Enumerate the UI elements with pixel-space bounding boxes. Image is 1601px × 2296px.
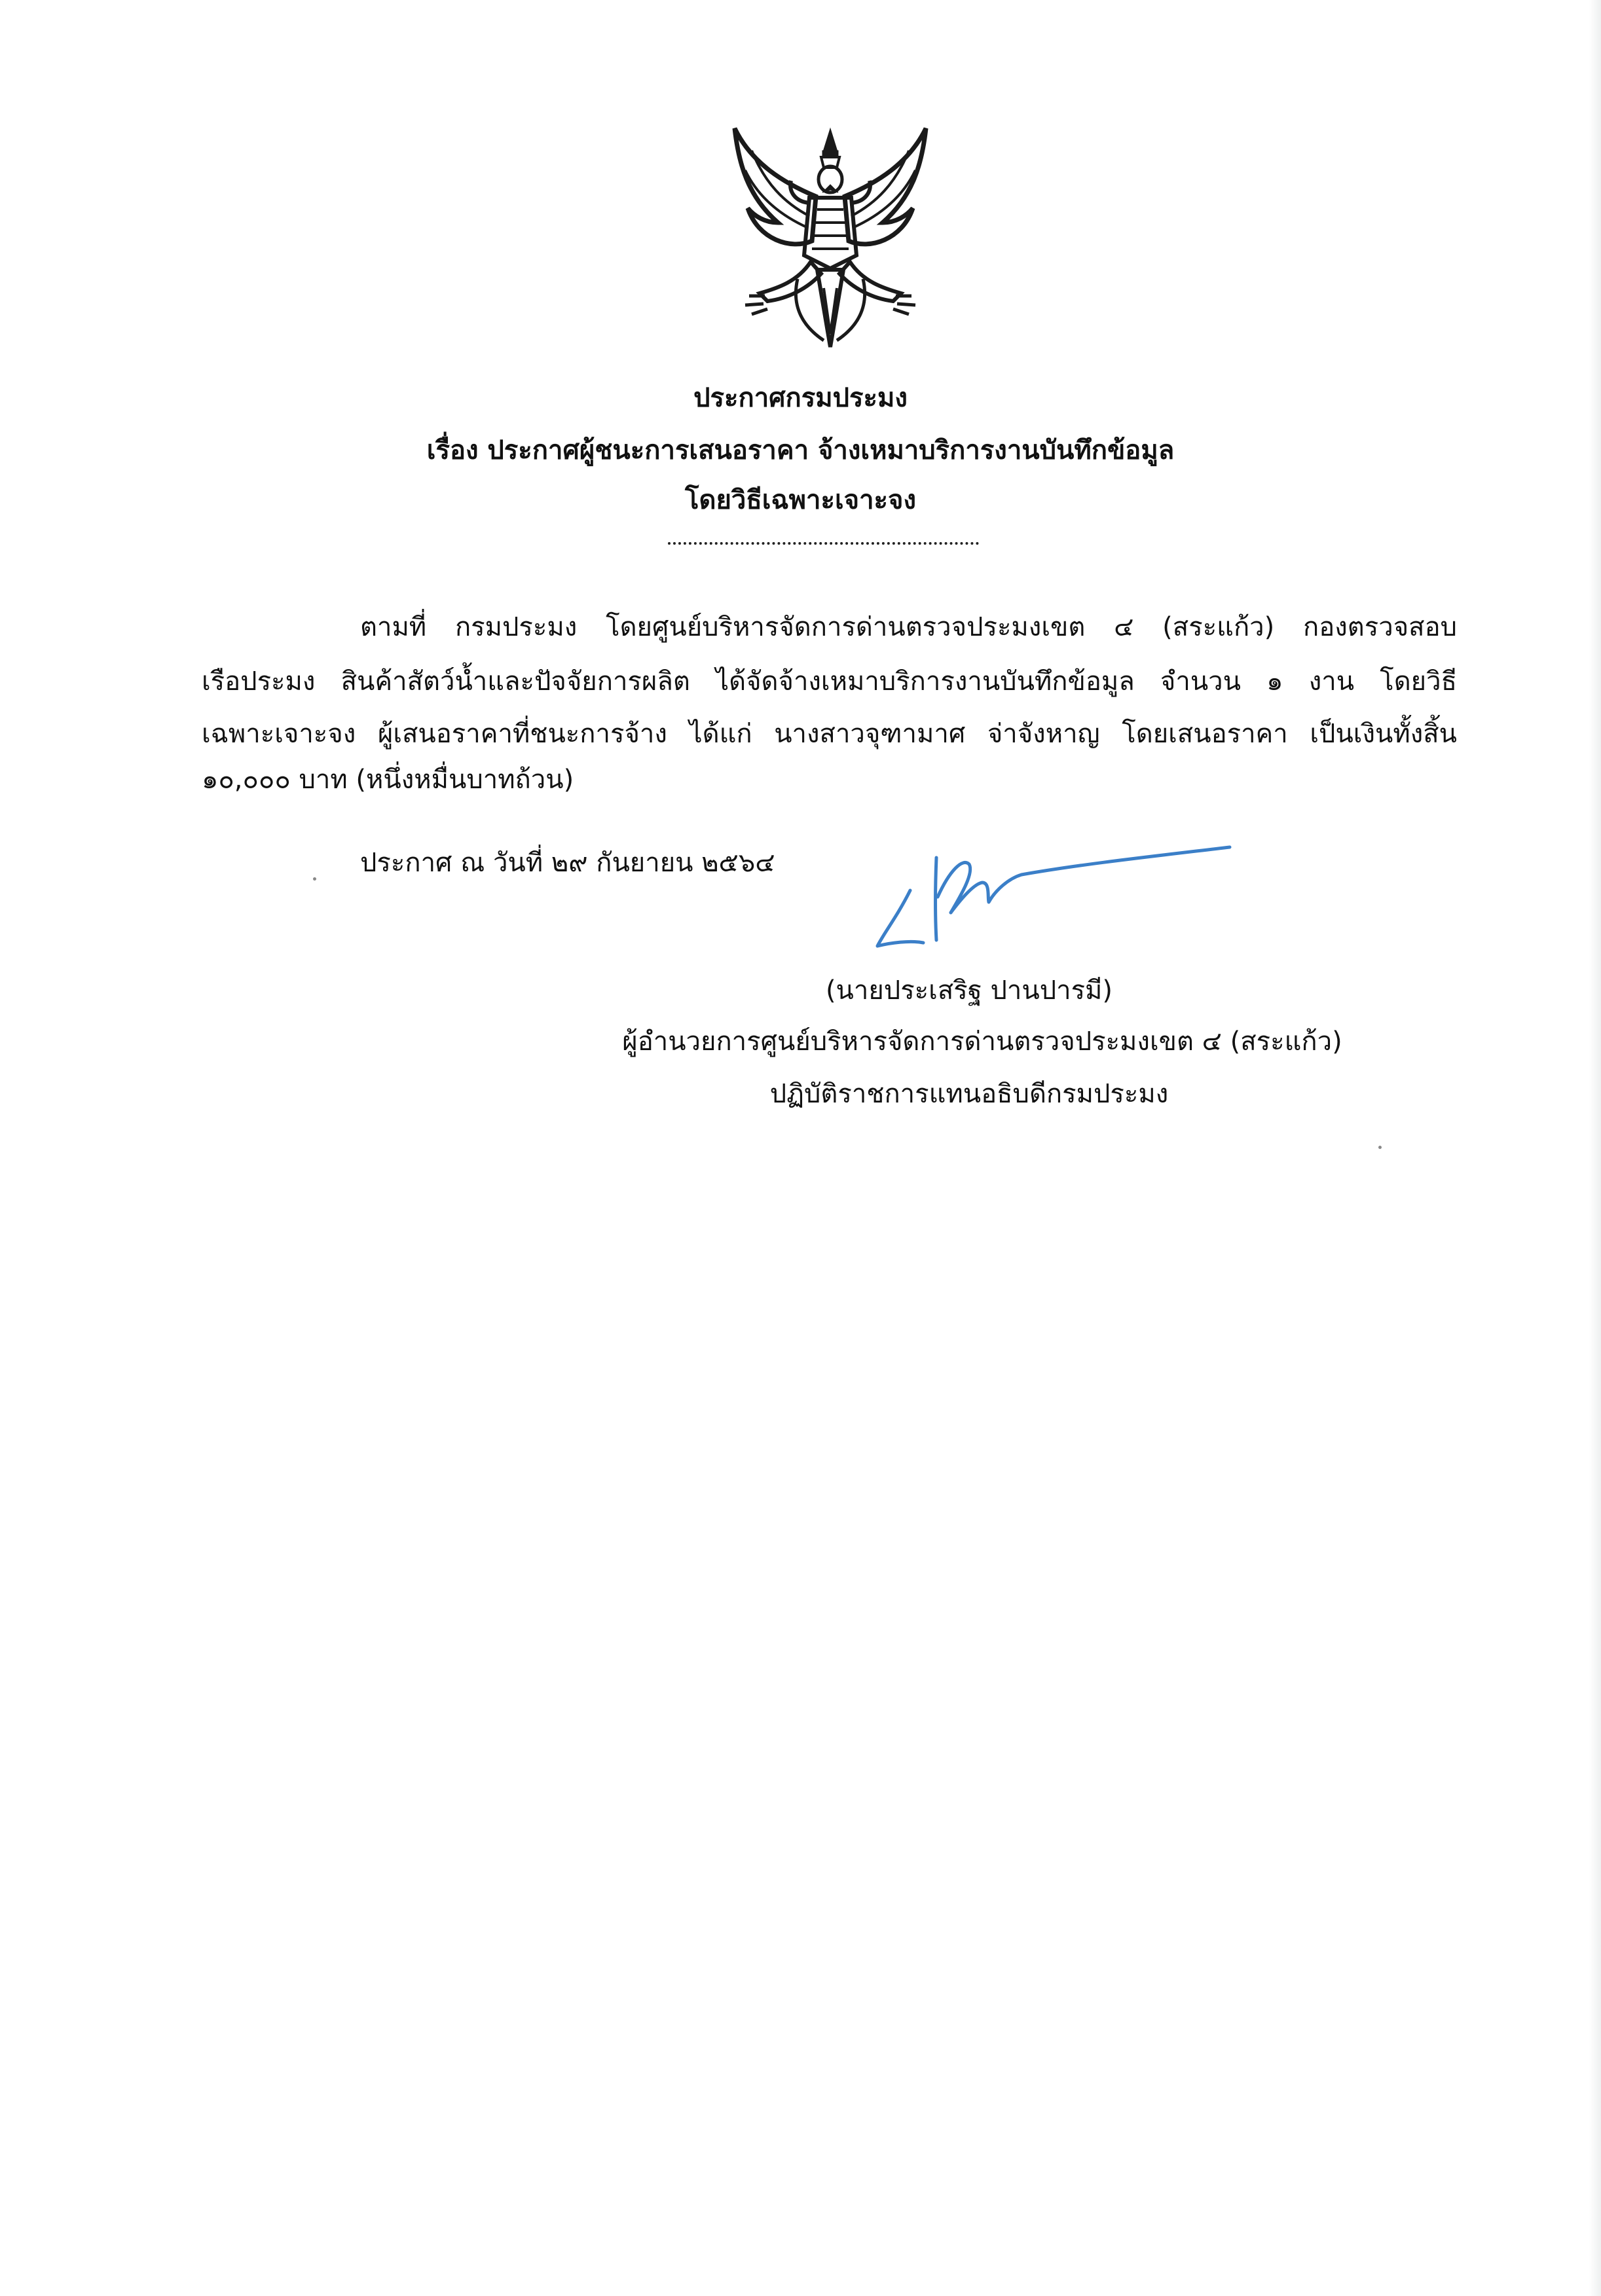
announcement-date: ประกาศ ณ วันที่ ๒๙ กันยายน ๒๕๖๔: [360, 848, 775, 878]
body-line-4: ๑๐,๐๐๐ บาท (หนึ่งหมื่นบาทถ้วน): [202, 765, 574, 795]
handwritten-signature: [864, 818, 1244, 969]
announcement-heading: ประกาศกรมประมง: [693, 383, 908, 413]
signatory-acting-title: ปฏิบัติราชการแทนอธิบดีกรมประมง: [769, 1079, 1169, 1109]
announcement-subject: เรื่อง ประกาศผู้ชนะการเสนอราคา จ้างเหมาบริการงานบันทึกข้อมูล: [426, 435, 1175, 465]
signatory-name: (นายประเสริฐ ปานปารมี): [825, 975, 1113, 1006]
signatory-position: ผู้อำนวยการศูนย์บริหารจัดการด่านตรวจประมงเขต ๔ (สระแก้ว): [622, 1027, 1342, 1057]
body-line-1: ตามที่ กรมประมง โดยศูนย์บริหารจัดการด่านตรวจประมงเขต ๔ (สระแก้ว) กองตรวจสอบ: [360, 612, 1457, 642]
body-line-3: เฉพาะเจาะจง ผู้เสนอราคาที่ชนะการจ้าง ได้แก่ นางสาวจุฑามาศ จ่าจังหาญ โดยเสนอราคา เป็นเงินทั้งสิ้น: [202, 719, 1457, 749]
scan-speck: [1378, 1146, 1382, 1149]
scan-speck: [313, 877, 316, 881]
separator-dots: [668, 536, 979, 545]
garuda-emblem-icon: [726, 124, 935, 355]
scan-edge: [1589, 0, 1601, 2296]
body-line-2: เรือประมง สินค้าสัตว์น้ำและปัจจัยการผลิต ได้จัดจ้างเหมาบริการงานบันทึกข้อมูล จำนวน ๑ งาน โดยวิธี: [202, 666, 1457, 697]
procurement-method: โดยวิธีเฉพาะเจาะจง: [684, 485, 917, 515]
